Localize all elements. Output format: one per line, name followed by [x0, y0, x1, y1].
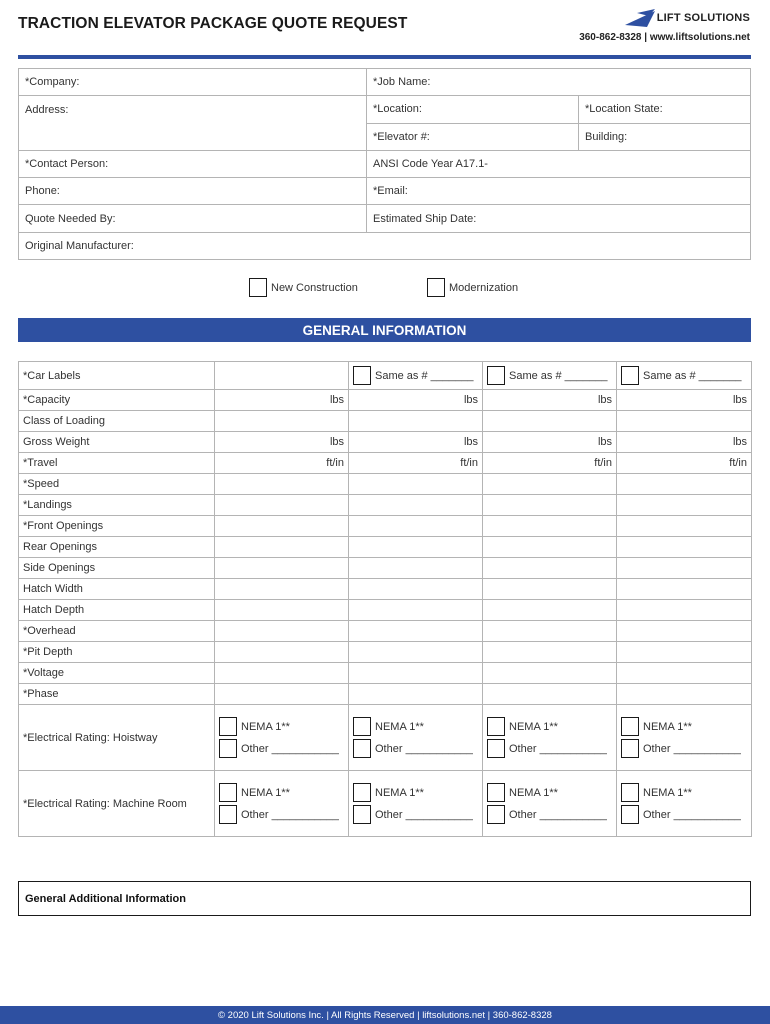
value-cell[interactable]	[349, 621, 483, 642]
nema-option[interactable]	[353, 716, 478, 738]
rating-cell	[483, 771, 617, 837]
other-option[interactable]	[487, 738, 612, 760]
value-cell[interactable]	[215, 684, 349, 705]
checkbox-icon[interactable]	[487, 739, 505, 758]
capacity-cell[interactable]: lbs	[617, 390, 752, 411]
other-label: Other ___________	[643, 808, 741, 821]
company-logo	[625, 8, 750, 28]
page-title: TRACTION ELEVATOR PACKAGE QUOTE REQUEST	[18, 15, 408, 32]
other-label: Other ___________	[375, 742, 473, 755]
table-row	[19, 579, 752, 600]
company-field[interactable]: *Company:	[19, 69, 367, 96]
job-name-field[interactable]: *Job Name:	[367, 69, 751, 96]
quote-needed-field[interactable]: Quote Needed By:	[19, 205, 367, 232]
value-cell[interactable]	[483, 558, 617, 579]
value-cell[interactable]	[617, 411, 752, 432]
checkbox-icon[interactable]	[487, 366, 505, 385]
lift-solutions-logo-icon	[625, 9, 655, 27]
table-row	[19, 600, 752, 621]
value-cell[interactable]	[215, 495, 349, 516]
location-field[interactable]: *Location:	[367, 96, 579, 123]
gross-weight-cell[interactable]: lbs	[349, 432, 483, 453]
value-cell[interactable]	[483, 621, 617, 642]
value-cell[interactable]	[215, 537, 349, 558]
value-cell[interactable]	[215, 411, 349, 432]
car-label-cell[interactable]	[215, 362, 349, 390]
other-option[interactable]	[487, 804, 612, 826]
email-field[interactable]: *Email:	[367, 178, 751, 205]
row-label: *Travel	[19, 453, 215, 474]
nema-label: NEMA 1**	[643, 720, 692, 733]
table-row	[19, 453, 752, 474]
value-cell[interactable]	[483, 474, 617, 495]
travel-cell[interactable]: ft/in	[483, 453, 617, 474]
row-label: *Voltage	[19, 663, 215, 684]
row-label: *Car Labels	[19, 362, 215, 390]
table-row	[19, 642, 752, 663]
checkbox-icon[interactable]	[621, 739, 639, 758]
building-field[interactable]: Building:	[579, 123, 751, 150]
table-row	[19, 432, 752, 453]
nema-label: NEMA 1**	[375, 720, 424, 733]
checkbox-icon[interactable]	[353, 717, 371, 736]
value-cell[interactable]	[349, 558, 483, 579]
ship-date-field[interactable]: Estimated Ship Date:	[367, 205, 751, 232]
table-row	[19, 705, 752, 771]
table-row	[19, 362, 752, 390]
value-cell[interactable]	[483, 642, 617, 663]
value-cell[interactable]	[617, 516, 752, 537]
table-row	[19, 537, 752, 558]
row-label: *Landings	[19, 495, 215, 516]
rating-cell	[349, 771, 483, 837]
other-option[interactable]	[621, 804, 747, 826]
same-as-label: Same as # _______	[375, 369, 474, 382]
value-cell[interactable]	[483, 411, 617, 432]
elevator-number-field[interactable]: *Elevator #:	[367, 123, 579, 150]
other-option[interactable]	[353, 804, 478, 826]
value-cell[interactable]	[483, 663, 617, 684]
table-row	[19, 474, 752, 495]
value-cell[interactable]	[483, 537, 617, 558]
project-type-row	[0, 278, 770, 300]
gross-weight-cell[interactable]: lbs	[483, 432, 617, 453]
row-label: *Capacity	[19, 390, 215, 411]
value-cell[interactable]	[483, 684, 617, 705]
row-label: Gross Weight	[19, 432, 215, 453]
general-information-table	[18, 361, 752, 837]
row-label: *Front Openings	[19, 516, 215, 537]
new-construction-label: New Construction	[271, 281, 358, 294]
value-cell[interactable]	[349, 642, 483, 663]
table-row	[19, 771, 752, 837]
car-label-cell[interactable]	[483, 362, 617, 390]
value-cell[interactable]	[617, 579, 752, 600]
checkbox-icon[interactable]	[621, 805, 639, 824]
checkbox-icon[interactable]	[353, 739, 371, 758]
rating-cell	[215, 705, 349, 771]
additional-info-label: General Additional Information	[25, 892, 186, 905]
checkbox-icon[interactable]	[621, 717, 639, 736]
address-field[interactable]: Address:	[19, 96, 367, 151]
rating-cell	[617, 705, 752, 771]
value-cell[interactable]	[215, 621, 349, 642]
value-cell[interactable]	[215, 642, 349, 663]
table-row	[19, 558, 752, 579]
checkbox-icon[interactable]	[219, 783, 237, 802]
row-label: Hatch Width	[19, 579, 215, 600]
other-option[interactable]	[219, 804, 344, 826]
logo-text: LIFT SOLUTIONS	[656, 12, 750, 24]
value-cell[interactable]	[349, 474, 483, 495]
nema-option[interactable]	[219, 716, 344, 738]
value-cell[interactable]	[215, 474, 349, 495]
row-label: Side Openings	[19, 558, 215, 579]
value-cell[interactable]	[483, 579, 617, 600]
rating-cell	[483, 705, 617, 771]
capacity-cell[interactable]: lbs	[215, 390, 349, 411]
value-cell[interactable]	[617, 684, 752, 705]
same-as-label: Same as # _______	[643, 369, 742, 382]
new-construction-option[interactable]	[249, 278, 358, 297]
rating-cell	[617, 771, 752, 837]
value-cell[interactable]	[349, 600, 483, 621]
header-rule	[18, 55, 751, 59]
table-row	[19, 516, 752, 537]
table-row	[19, 390, 752, 411]
row-label: *Electrical Rating: Machine Room	[19, 771, 215, 837]
general-additional-information[interactable]	[18, 881, 751, 916]
table-row	[19, 684, 752, 705]
other-label: Other ___________	[509, 808, 607, 821]
value-cell[interactable]	[617, 621, 752, 642]
value-cell[interactable]	[215, 516, 349, 537]
value-cell[interactable]	[483, 600, 617, 621]
footer-text: © 2020 Lift Solutions Inc. | All Rights Reserved | liftsolutions.net | 360-862-8328	[218, 1009, 552, 1021]
value-cell[interactable]	[483, 516, 617, 537]
row-label: Rear Openings	[19, 537, 215, 558]
capacity-cell[interactable]: lbs	[349, 390, 483, 411]
nema-label: NEMA 1**	[241, 720, 290, 733]
checkbox-icon[interactable]	[621, 366, 639, 385]
other-option[interactable]	[353, 738, 478, 760]
nema-label: NEMA 1**	[509, 720, 558, 733]
value-cell[interactable]	[617, 663, 752, 684]
gross-weight-cell[interactable]: lbs	[215, 432, 349, 453]
location-state-field[interactable]: *Location State:	[579, 96, 751, 123]
checkbox-icon[interactable]	[427, 278, 445, 297]
travel-cell[interactable]: ft/in	[215, 453, 349, 474]
other-option[interactable]	[621, 738, 747, 760]
other-option[interactable]	[219, 738, 344, 760]
checkbox-icon[interactable]	[487, 805, 505, 824]
value-cell[interactable]	[349, 579, 483, 600]
travel-cell[interactable]: ft/in	[617, 453, 752, 474]
nema-option[interactable]	[621, 782, 747, 804]
row-label: Class of Loading	[19, 411, 215, 432]
nema-option[interactable]	[219, 782, 344, 804]
car-label-cell[interactable]	[617, 362, 752, 390]
footer	[0, 1006, 770, 1024]
value-cell[interactable]	[215, 663, 349, 684]
checkbox-icon[interactable]	[219, 739, 237, 758]
nema-label: NEMA 1**	[241, 786, 290, 799]
nema-option[interactable]	[353, 782, 478, 804]
value-cell[interactable]	[215, 558, 349, 579]
gross-weight-cell[interactable]: lbs	[617, 432, 752, 453]
modernization-label: Modernization	[449, 281, 519, 294]
same-as-label: Same as # _______	[509, 369, 608, 382]
phone-field[interactable]: Phone:	[19, 178, 367, 205]
other-label: Other ___________	[643, 742, 741, 755]
checkbox-icon[interactable]	[219, 805, 237, 824]
nema-option[interactable]	[487, 716, 612, 738]
value-cell[interactable]	[617, 537, 752, 558]
other-label: Other ___________	[241, 742, 339, 755]
nema-option[interactable]	[621, 716, 747, 738]
other-label: Other ___________	[375, 808, 473, 821]
checkbox-icon[interactable]	[249, 278, 267, 297]
value-cell[interactable]	[349, 411, 483, 432]
capacity-cell[interactable]: lbs	[483, 390, 617, 411]
value-cell[interactable]	[215, 600, 349, 621]
row-label: *Electrical Rating: Hoistway	[19, 705, 215, 771]
contact-person-field[interactable]: *Contact Person:	[19, 150, 367, 177]
checkbox-icon[interactable]	[353, 783, 371, 802]
table-row	[19, 621, 752, 642]
table-row	[19, 411, 752, 432]
checkbox-icon[interactable]	[487, 717, 505, 736]
table-row	[19, 495, 752, 516]
value-cell[interactable]	[617, 558, 752, 579]
row-label: *Pit Depth	[19, 642, 215, 663]
value-cell[interactable]	[349, 684, 483, 705]
checkbox-icon[interactable]	[353, 366, 371, 385]
nema-option[interactable]	[487, 782, 612, 804]
rating-cell	[349, 705, 483, 771]
value-cell[interactable]	[349, 495, 483, 516]
value-cell[interactable]	[349, 663, 483, 684]
other-label: Other ___________	[241, 808, 339, 821]
row-label: Hatch Depth	[19, 600, 215, 621]
rating-cell	[215, 771, 349, 837]
checkbox-icon[interactable]	[353, 805, 371, 824]
value-cell[interactable]	[617, 474, 752, 495]
ansi-code-field[interactable]: ANSI Code Year A17.1-	[367, 150, 751, 177]
car-label-cell[interactable]	[349, 362, 483, 390]
value-cell[interactable]	[617, 642, 752, 663]
table-row	[19, 663, 752, 684]
value-cell[interactable]	[349, 537, 483, 558]
row-label: *Phase	[19, 684, 215, 705]
row-label: *Overhead	[19, 621, 215, 642]
contact-info-table	[18, 68, 751, 260]
value-cell[interactable]	[617, 495, 752, 516]
row-label: *Speed	[19, 474, 215, 495]
nema-label: NEMA 1**	[375, 786, 424, 799]
checkbox-icon[interactable]	[219, 717, 237, 736]
checkbox-icon[interactable]	[487, 783, 505, 802]
value-cell[interactable]	[483, 495, 617, 516]
nema-label: NEMA 1**	[643, 786, 692, 799]
header-contact: 360-862-8328 | www.liftsolutions.net	[579, 32, 750, 43]
travel-cell[interactable]: ft/in	[349, 453, 483, 474]
nema-label: NEMA 1**	[509, 786, 558, 799]
original-manufacturer-field[interactable]: Original Manufacturer:	[19, 232, 751, 259]
checkbox-icon[interactable]	[621, 783, 639, 802]
value-cell[interactable]	[349, 516, 483, 537]
value-cell[interactable]	[617, 600, 752, 621]
general-information-header: GENERAL INFORMATION	[18, 318, 751, 342]
modernization-option[interactable]	[427, 278, 518, 297]
other-label: Other ___________	[509, 742, 607, 755]
value-cell[interactable]	[215, 579, 349, 600]
